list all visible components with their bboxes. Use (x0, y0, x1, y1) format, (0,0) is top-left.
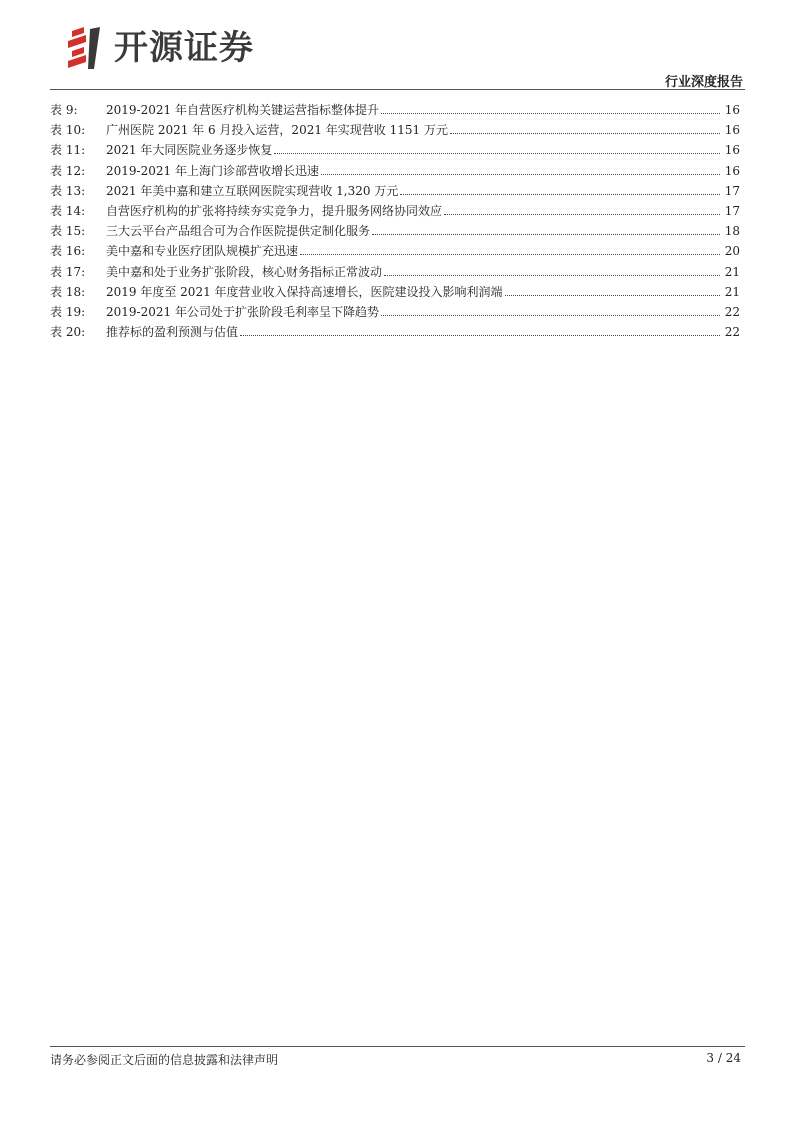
toc-entry-page: 22 (724, 325, 740, 340)
kaiyuan-logo-icon (64, 25, 104, 71)
company-logo (64, 24, 254, 72)
toc-entry[interactable] (50, 221, 740, 241)
toc-entry-page: 16 (724, 143, 740, 158)
toc-entry-number: 表 17: (50, 264, 86, 279)
toc-entry-page: 17 (724, 203, 740, 218)
toc-entry-title: 自营医疗机构的扩张将持续夯实竞争力，提升服务网络协同效应 (106, 203, 443, 218)
toc-entry[interactable] (50, 302, 740, 322)
toc-entry-title: 2019-2021 年公司处于扩张阶段毛利率呈下降趋势 (106, 304, 379, 319)
toc-entry-title: 美中嘉和专业医疗团队规模扩充迅速 (106, 244, 299, 259)
toc-entry-number: 表 9: (50, 103, 78, 117)
dot-leader (381, 315, 720, 316)
toc-entry-number: 表 19: (50, 304, 86, 319)
toc-entry-title: 2021 年大同医院业务逐步恢复 (106, 143, 273, 158)
toc-entry[interactable] (50, 201, 740, 221)
toc-entry-number: 表 18: (50, 284, 86, 299)
logo-text: 开源证券 (114, 28, 254, 68)
toc-entry-page: 18 (724, 224, 740, 239)
dot-leader (400, 194, 720, 195)
toc-entry-title: 2019-2021 年自营医疗机构关键运营指标整体提升 (106, 103, 379, 117)
toc-entry[interactable] (50, 322, 740, 342)
dot-leader (274, 153, 720, 154)
footer-disclaimer: 请务必参阅正文后面的信息披露和法律声明 (50, 1053, 279, 1067)
report-type-label: 行业深度报告 (664, 75, 743, 90)
toc-entry-number: 表 15: (50, 224, 86, 239)
toc-entry-number: 表 13: (50, 183, 86, 198)
toc-entry-title: 2019-2021 年上海门诊部营收增长迅速 (106, 163, 319, 178)
toc-entry-page: 16 (724, 163, 740, 178)
toc-entry-number: 表 11: (50, 143, 86, 158)
toc-entry-page: 17 (724, 183, 740, 198)
toc-entry[interactable] (50, 140, 740, 160)
toc-entry[interactable] (50, 161, 740, 181)
toc-entry-page: 20 (724, 244, 740, 259)
dot-leader (381, 113, 720, 114)
toc-entry-title: 2019 年度至 2021 年度营业收入保持高速增长，医院建设投入影响利润端 (106, 284, 503, 299)
toc-entry-number: 表 12: (50, 163, 86, 178)
dot-leader (384, 275, 720, 276)
dot-leader (505, 295, 720, 296)
toc-entry[interactable] (50, 282, 740, 302)
toc-entry-title: 美中嘉和处于业务扩张阶段，核心财务指标正常波动 (106, 264, 383, 279)
footer-divider (50, 1046, 745, 1047)
toc-entry-title: 推荐标的盈利预测与估值 (106, 325, 239, 340)
toc-entry-number: 表 16: (50, 244, 86, 259)
table-of-tables (50, 100, 740, 342)
toc-entry-number: 表 14: (50, 203, 86, 218)
dot-leader (321, 174, 720, 175)
dot-leader (450, 133, 720, 134)
toc-entry[interactable] (50, 262, 740, 282)
toc-entry-title: 2021 年美中嘉和建立互联网医院实现营收 1,320 万元 (106, 183, 399, 198)
toc-entry[interactable] (50, 181, 740, 201)
toc-entry[interactable] (50, 120, 740, 140)
toc-entry-number: 表 10: (50, 123, 86, 138)
dot-leader (240, 335, 720, 336)
toc-entry-title: 三大云平台产品组合可为合作医院提供定制化服务 (106, 224, 371, 239)
dot-leader (444, 214, 720, 215)
toc-entry-page: 16 (724, 103, 740, 117)
dot-leader (372, 234, 720, 235)
toc-entry[interactable] (50, 241, 740, 261)
toc-entry-page: 16 (724, 123, 740, 138)
dot-leader (300, 254, 720, 255)
toc-entry-page: 21 (724, 284, 740, 299)
toc-entry-page: 22 (724, 304, 740, 319)
toc-entry[interactable] (50, 100, 740, 120)
header-divider (50, 89, 745, 90)
page-indicator: 3 / 24 (706, 1051, 741, 1065)
toc-entry-title: 广州医院 2021 年 6 月投入运营，2021 年实现营收 1151 万元 (106, 123, 448, 138)
toc-entry-number: 表 20: (50, 325, 86, 340)
toc-entry-page: 21 (724, 264, 740, 279)
